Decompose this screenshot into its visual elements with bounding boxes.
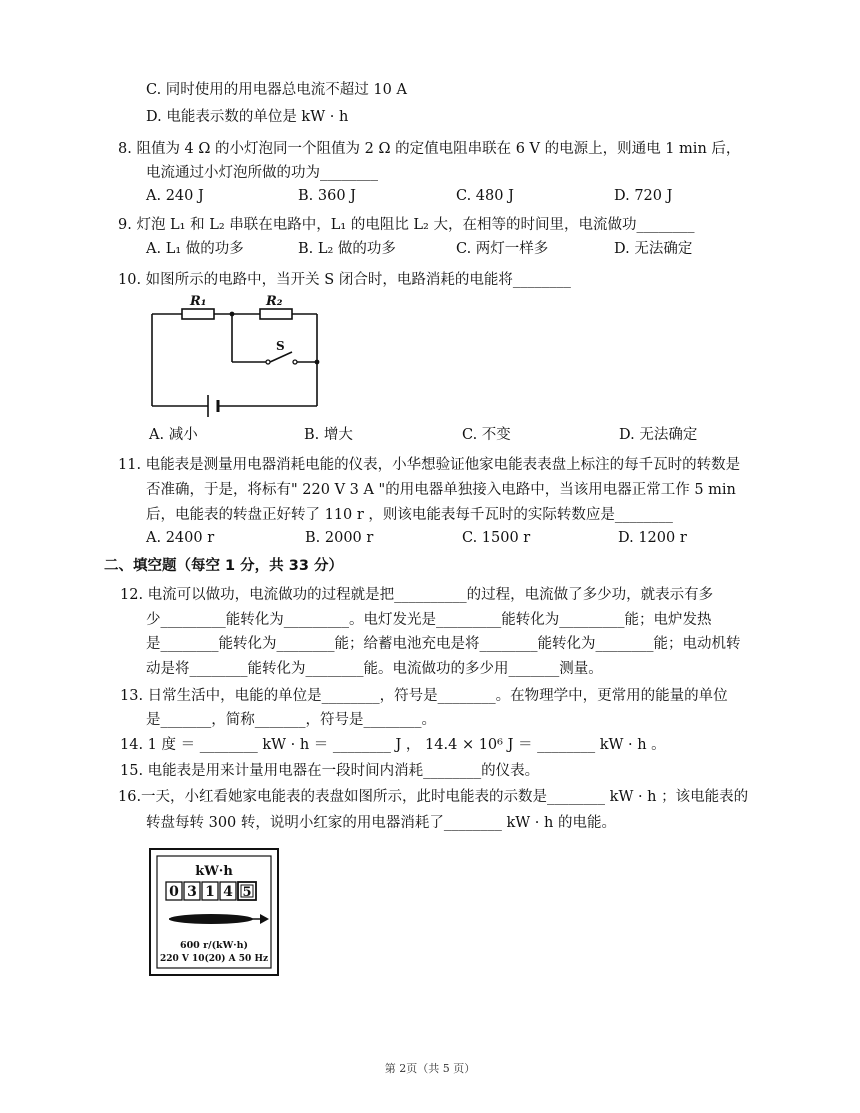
q8-option-c: C. 480 J — [456, 188, 514, 204]
q13-line2: 是_______，简称_______，符号是________。 — [146, 712, 436, 728]
label-switch: S — [276, 339, 285, 353]
q8-option-d: D. 720 J — [614, 188, 673, 204]
q10-option-b: B. 增大 — [304, 427, 353, 443]
q10-option-a: A. 减小 — [149, 427, 198, 443]
meter-spec: 220 V 10(20) A 50 Hz — [159, 954, 269, 964]
q10-stem: 10. 如图所示的电路中，当开关 S 闭合时，电路消耗的电能将________ — [118, 272, 571, 288]
meter-digit-1: 0 — [169, 884, 179, 900]
q10-option-c: C. 不变 — [462, 427, 511, 443]
q11-option-c: C. 1500 r — [462, 530, 531, 546]
q16-line2: 转盘每转 300 转，说明小红家的用电器消耗了________ kW · h 的电能。 — [146, 815, 616, 831]
q9-option-d: D. 无法确定 — [614, 241, 693, 257]
circuit-diagram — [140, 294, 330, 418]
meter-rating: 600 r/(kW·h) — [179, 940, 249, 951]
q11-stem-line3: 后，电能表的转盘正好转了 110 r ，则该电能表每千瓦时的实际转数应是________ — [146, 507, 673, 523]
meter-digit-4: 4 — [223, 884, 233, 900]
q12-line1: 12. 电流可以做功，电流做功的过程就是把__________的过程，电流做了多少功，就表示有多 — [120, 587, 714, 603]
q7-option-c: C. 同时使用的用电器总电流不超过 10 A — [146, 82, 407, 98]
label-r1: R₁ — [190, 294, 207, 309]
page-footer: 第 2页（共 5 页） — [384, 1062, 476, 1075]
meter-digit-2: 3 — [187, 884, 197, 900]
section-2-title: 二、填空题（每空 1 分，共 33 分） — [104, 558, 343, 574]
q7-option-d: D. 电能表示数的单位是 kW · h — [146, 109, 349, 125]
q10-option-d: D. 无法确定 — [619, 427, 698, 443]
q8-option-b: B. 360 J — [298, 188, 356, 204]
meter-unit: kW·h — [195, 864, 233, 879]
q8-option-a: A. 240 J — [146, 188, 204, 204]
meter-digit-3: 1 — [205, 884, 215, 900]
meter-digit-5: 5 — [242, 885, 252, 900]
q11-option-b: B. 2000 r — [305, 530, 374, 546]
q12-line4: 动是将________能转化为________能。电流做功的多少用_______测量。 — [146, 661, 603, 677]
q14-line1: 14. 1 度 ＝ ________ kW · h ＝ ________ J ， 14.4 × 10⁶ J ＝ ________ kW · h 。 — [120, 737, 666, 753]
q11-option-d: D. 1200 r — [618, 530, 687, 546]
q11-option-a: A. 2400 r — [146, 530, 215, 546]
q9-option-c: C. 两灯一样多 — [456, 241, 549, 257]
q12-line3: 是________能转化为________能；给蓄电池充电是将________能转化为________能；电动机转 — [146, 636, 741, 652]
q12-line2: 少_________能转化为_________。电灯发光是_________能转化为_________能；电炉发热 — [146, 612, 712, 628]
resistor-r2 — [260, 309, 292, 319]
q11-stem-line2: 否准确，于是，将标有" 220 V 3 A "的用电器单独接入电路中，当该用电器正常工作 5 min — [146, 482, 736, 498]
q9-option-b: B. L₂ 做的功多 — [298, 241, 396, 257]
q13-line1: 13. 日常生活中，电能的单位是________，符号是________。在物理学中，更常用的能量的单位 — [120, 688, 728, 704]
q8-stem-line1: 8. 阻值为 4 Ω 的小灯泡同一个阻值为 2 Ω 的定值电阻串联在 6 V 的电源上，则通电 1 min 后， — [118, 141, 741, 157]
electric-meter — [148, 847, 280, 977]
q8-stem-line2: 电流通过小灯泡所做的功为________ — [146, 165, 378, 181]
q15-line1: 15. 电能表是用来计量用电器在一段时间内消耗________的仪表。 — [120, 763, 540, 779]
resistor-r1 — [182, 309, 214, 319]
label-r2: R₂ — [266, 294, 283, 309]
q16-line1: 16.一天，小红看她家电能表的表盘如图所示，此时电能表的示数是________ kW · h ；该电能表的 — [118, 789, 749, 805]
q11-stem-line1: 11. 电能表是测量用电器消耗电能的仪表，小华想验证他家电能表表盘上标注的每千瓦时的转数是 — [118, 457, 741, 473]
q9-stem: 9. 灯泡 L₁ 和 L₂ 串联在电路中，L₁ 的电阻比 L₂ 大，在相等的时间里，电流做功________ — [118, 217, 695, 233]
q9-option-a: A. L₁ 做的功多 — [146, 241, 244, 257]
